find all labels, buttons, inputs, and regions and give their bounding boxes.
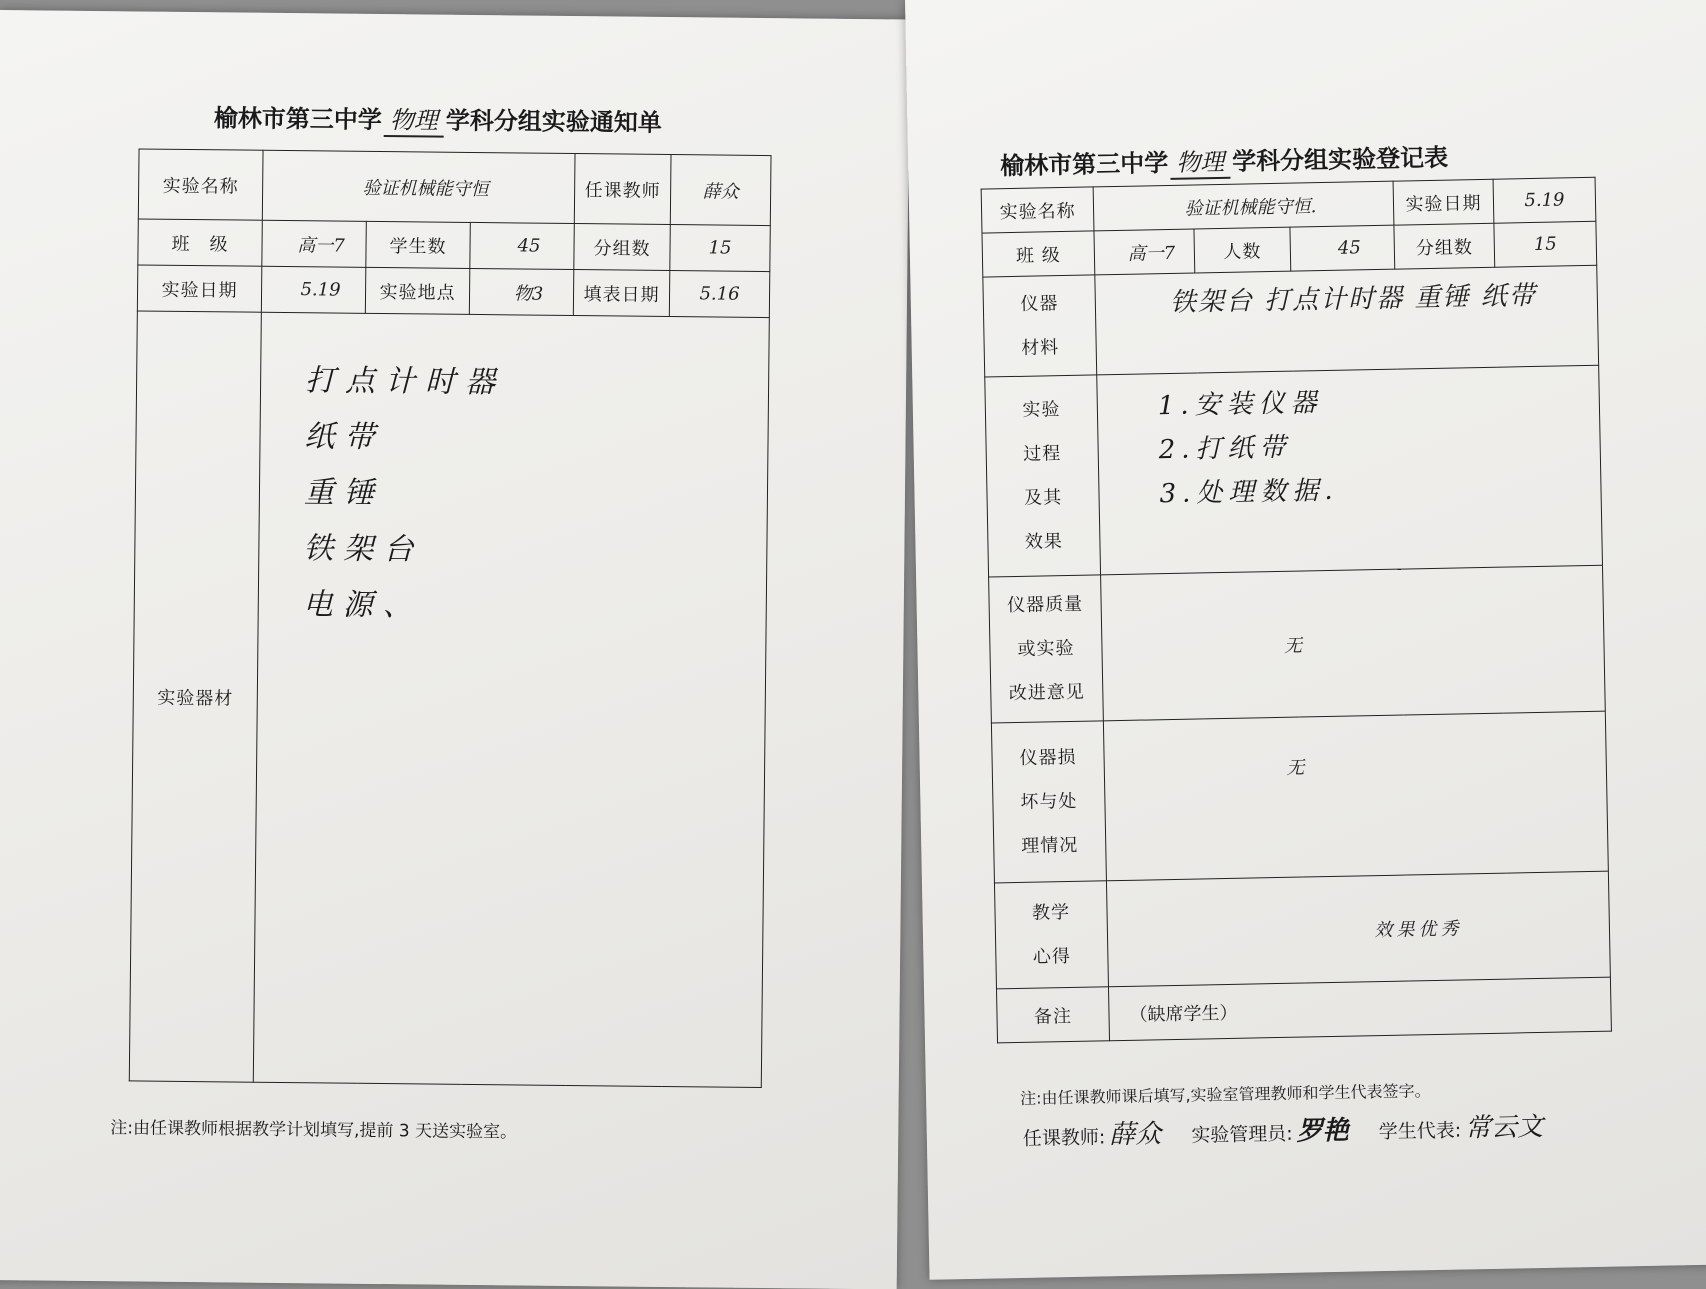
process-step: 2.打纸带: [1158, 432, 1292, 466]
equipment-item: 纸带: [304, 419, 385, 456]
reg-label-experience-line: 心得: [1032, 945, 1072, 968]
sig-student-label: 学生代表:: [1378, 1119, 1462, 1144]
reg-label-people: 人数: [1194, 227, 1291, 273]
notice-title-subject: 物理: [384, 100, 444, 138]
register-row-quality: [989, 565, 1606, 723]
register-title-subject: 物理: [1170, 142, 1231, 180]
register-title: [1000, 138, 1449, 184]
notice-table: [129, 148, 772, 1088]
reg-label-damage: [991, 721, 1106, 883]
reg-label-materials-line: 仪器: [1020, 292, 1059, 315]
reg-label-class: 班 级: [982, 231, 1095, 277]
notice-row-class: [138, 219, 770, 272]
reg-value-materials: 铁架台 打点计时器 重锤 纸带: [1095, 265, 1599, 375]
equipment-item: 铁架台: [303, 531, 424, 568]
reg-label-process-line: 过程: [1023, 442, 1062, 465]
value-location: 物3: [469, 268, 573, 315]
register-table: [981, 177, 1612, 1044]
notice-note: 注:由任课教师根据教学计划填写,提前 3 天送实验室。: [110, 1118, 518, 1143]
process-step: 3.处理数据.: [1159, 475, 1339, 510]
reg-label-quality: [989, 575, 1104, 723]
reg-value-experiment-name: 验证机械能守恒.: [1093, 181, 1394, 231]
reg-value-quality: 无: [1101, 565, 1606, 721]
process-step-list: [1097, 366, 1601, 518]
equipment-item: 重锤: [303, 475, 385, 512]
reg-value-groups: 15: [1494, 221, 1597, 267]
reg-label-experience: [994, 881, 1108, 989]
value-experiment-name: 验证机械能守恒: [262, 150, 575, 223]
equipment-list: [258, 313, 768, 638]
reg-label-process-line: 及其: [1023, 486, 1063, 509]
value-groups: 15: [670, 225, 770, 272]
reg-label-experience-line: 教学: [1031, 901, 1071, 924]
value-date: 5.19: [261, 266, 365, 313]
label-teacher: 任课教师: [574, 154, 671, 225]
reg-value-experience: 效果优秀: [1106, 871, 1610, 987]
reg-label-damage-line: 仪器损: [1019, 746, 1077, 769]
register-sheet: [905, 0, 1706, 1280]
register-row-experience: [994, 871, 1610, 989]
reg-value-class: 高一7: [1094, 229, 1195, 275]
sig-teacher-label: 任课教师:: [1022, 1126, 1106, 1150]
register-row-process: [985, 365, 1603, 577]
label-class: 班 级: [138, 219, 262, 266]
reg-value-people: 45: [1290, 225, 1395, 271]
sig-student: 常云文: [1464, 1111, 1544, 1144]
equipment-item: 打点计时器: [304, 363, 506, 401]
reg-value-remarks: （缺席学生）: [1108, 977, 1611, 1041]
label-students: 学生数: [366, 221, 470, 268]
reg-label-quality-line: 仪器质量: [1006, 593, 1084, 616]
reg-label-quality-line: 或实验: [1017, 637, 1075, 660]
value-students: 45: [470, 222, 574, 269]
value-fill-date: 5.16: [669, 271, 769, 318]
reg-label-damage-line: 坏与处: [1020, 790, 1078, 813]
sig-teacher: 薛众: [1108, 1119, 1162, 1151]
register-note: 注:由任课教师课后填写,实验室管理教师和学生代表签字。: [1019, 1081, 1431, 1108]
register-row-materials: [983, 265, 1599, 377]
equipment-item: 电源、: [302, 587, 423, 624]
sig-admin-label: 实验管理员:: [1191, 1122, 1293, 1147]
value-teacher: 薛众: [670, 155, 771, 226]
notice-title-prefix: 榆林市第三中学: [213, 104, 383, 135]
label-fill-date: 填表日期: [573, 270, 669, 317]
signature-row: [1022, 1106, 1567, 1153]
reg-label-damage-line: 理情况: [1021, 834, 1079, 857]
label-date: 实验日期: [137, 265, 261, 312]
reg-label-experiment-name: 实验名称: [981, 187, 1094, 233]
reg-label-process-line: 效果: [1024, 530, 1064, 553]
reg-value-damage: 无: [1103, 711, 1608, 881]
label-experiment-name: 实验名称: [138, 149, 263, 220]
value-class: 高一7: [262, 220, 366, 267]
register-row-remarks: [997, 977, 1612, 1043]
notice-title: [214, 98, 662, 140]
reg-label-materials-line: 材料: [1020, 336, 1060, 359]
notice-row-name: [138, 149, 771, 226]
label-location: 实验地点: [365, 267, 469, 314]
notice-row-date: [137, 265, 769, 318]
sig-admin: 罗艳: [1296, 1115, 1349, 1147]
notice-sheet: [0, 10, 910, 1289]
reg-label-materials: [983, 275, 1097, 377]
notice-title-suffix: 学科分组实验通知单: [445, 106, 663, 137]
equipment-area: [253, 312, 769, 1087]
register-title-suffix: 学科分组实验登记表: [1231, 143, 1449, 176]
reg-process-area: [1097, 365, 1603, 575]
reg-label-quality-line: 改进意见: [1008, 681, 1086, 704]
register-title-prefix: 榆林市第三中学: [999, 148, 1169, 181]
reg-label-process-line: 实验: [1022, 398, 1061, 421]
reg-label-date: 实验日期: [1393, 179, 1494, 225]
notice-row-equipment: [129, 311, 769, 1088]
reg-label-remarks: 备注: [997, 987, 1110, 1043]
label-equipment: 实验器材: [129, 311, 261, 1082]
reg-label-groups: 分组数: [1394, 223, 1495, 269]
label-groups: 分组数: [574, 224, 670, 271]
reg-label-process: [985, 375, 1101, 577]
reg-value-date: 5.19: [1493, 177, 1596, 223]
process-step: 1.安装仪器: [1157, 388, 1323, 422]
register-row-damage: [991, 711, 1608, 883]
